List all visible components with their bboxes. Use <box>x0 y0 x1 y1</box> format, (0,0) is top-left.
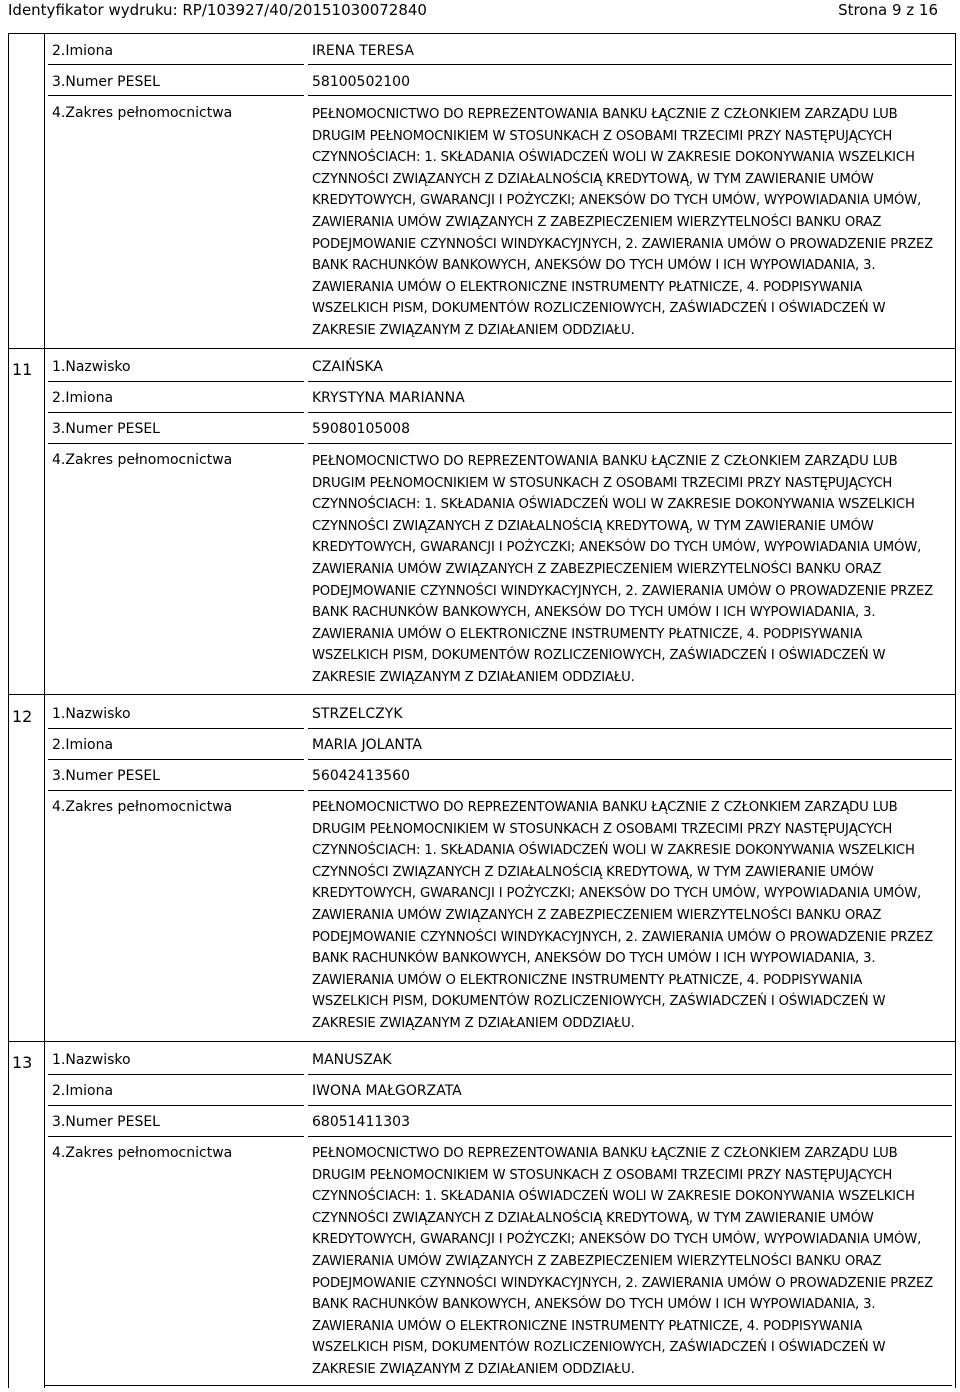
table-bottom-edge <box>44 1385 952 1386</box>
field-divider <box>308 1105 952 1106</box>
scope-line: DRUGIM PEŁNOMOCNIKIEM W STOSUNKACH Z OSOBAMI TRZECIMI PRZY NASTĘPUJĄCYCH <box>312 821 893 837</box>
scope-line: WSZELKICH PISM, DOKUMENTÓW ROZLICZENIOWYCH, ZAŚWIADCZEŃ I OŚWIADCZEŃ W <box>312 301 886 317</box>
scope-value <box>312 104 952 342</box>
scope-line: DRUGIM PEŁNOMOCNIKIEM W STOSUNKACH Z OSOBAMI TRZECIMI PRZY NASTĘPUJĄCYCH <box>312 1167 893 1183</box>
scope-line: ZAKRESIE ZWIĄZANYM Z DZIAŁANIEM ODDZIAŁU. <box>312 669 635 685</box>
scope-value <box>312 797 952 1035</box>
field-divider <box>48 1136 304 1137</box>
scope-line: ZAKRESIE ZWIĄZANYM Z DZIAŁANIEM ODDZIAŁU. <box>312 1361 635 1377</box>
print-header <box>0 0 960 24</box>
scope-line: KREDYTOWYCH, GWARANCJI I POŻYCZKI; ANEKSÓW DO TYCH UMÓW, WYPOWIADANIA UMÓW, <box>312 540 922 556</box>
scope-line: ZAKRESIE ZWIĄZANYM Z DZIAŁANIEM ODDZIAŁU. <box>312 1015 635 1031</box>
scope-line: WSZELKICH PISM, DOKUMENTÓW ROZLICZENIOWYCH, ZAŚWIADCZEŃ I OŚWIADCZEŃ W <box>312 994 886 1010</box>
record-separator <box>8 348 956 349</box>
scope-line: PODEJMOWANIE CZYNNOŚCI WINDYKACYJNYCH, 2. ZAWIERANIA UMÓW O PROWADZENIE PRZEZ <box>312 1275 934 1291</box>
scope-line: DRUGIM PEŁNOMOCNIKIEM W STOSUNKACH Z OSOBAMI TRZECIMI PRZY NASTĘPUJĄCYCH <box>312 128 893 144</box>
surname-value: MANUSZAK <box>312 1052 392 1068</box>
scope-line: KREDYTOWYCH, GWARANCJI I POŻYCZKI; ANEKSÓW DO TYCH UMÓW, WYPOWIADANIA UMÓW, <box>312 886 922 902</box>
scope-line: PEŁNOMOCNICTWO DO REPREZENTOWANIA BANKU ŁĄCZNIE Z CZŁONKIEM ZARZĄDU LUB <box>312 107 898 122</box>
pesel-value: 68051411303 <box>312 1114 410 1130</box>
field-divider <box>48 759 304 760</box>
field-divider <box>48 1105 304 1106</box>
given-names-label: 2.Imiona <box>52 43 114 59</box>
scope-line: BANK RACHUNKÓW BANKOWYCH, ANEKSÓW DO TYCH UMÓW I ICH WYPOWIADANIA, 3. <box>312 605 876 621</box>
field-divider <box>308 1136 952 1137</box>
scope-line: ZAWIERANIA UMÓW ZWIĄZANYCH Z ZABEZPIECZENIEM WIERZYTELNOŚCI BANKU ORAZ <box>312 214 882 230</box>
given-names-value: KRYSTYNA MARIANNA <box>312 390 465 406</box>
field-divider <box>308 443 952 444</box>
scope-line: CZYNNOŚCI ZWIĄZANYCH Z DZIAŁALNOŚCIĄ KREDYTOWĄ, W TYM ZAWIERANIE UMÓW <box>312 1210 874 1226</box>
surname-label: 1.Nazwisko <box>52 359 131 375</box>
scope-line: PODEJMOWANIE CZYNNOŚCI WINDYKACYJNYCH, 2. ZAWIERANIA UMÓW O PROWADZENIE PRZEZ <box>312 583 934 599</box>
number-column-divider <box>44 694 45 1041</box>
scope-line: ZAWIERANIA UMÓW O ELEKTRONICZNE INSTRUMENTY PŁATNICZE, 4. PODPISYWANIA <box>312 972 863 988</box>
field-divider <box>308 728 952 729</box>
scope-line: ZAWIERANIA UMÓW O ELEKTRONICZNE INSTRUMENTY PŁATNICZE, 4. PODPISYWANIA <box>312 1318 863 1334</box>
scope-line: PODEJMOWANIE CZYNNOŚCI WINDYKACYJNYCH, 2. ZAWIERANIA UMÓW O PROWADZENIE PRZEZ <box>312 929 934 945</box>
scope-line: DRUGIM PEŁNOMOCNIKIEM W STOSUNKACH Z OSOBAMI TRZECIMI PRZY NASTĘPUJĄCYCH <box>312 475 893 491</box>
given-names-value: IWONA MAŁGORZATA <box>312 1083 462 1099</box>
scope-line: WSZELKICH PISM, DOKUMENTÓW ROZLICZENIOWYCH, ZAŚWIADCZEŃ I OŚWIADCZEŃ W <box>312 648 886 664</box>
number-column-divider <box>44 348 45 694</box>
surname-value: CZAIŃSKA <box>312 359 383 375</box>
given-names-value: IRENA TERESA <box>312 43 414 59</box>
scope-line: CZYNNOŚCI ZWIĄZANYCH Z DZIAŁALNOŚCIĄ KREDYTOWĄ, W TYM ZAWIERANIE UMÓW <box>312 518 874 534</box>
scope-value <box>312 451 952 689</box>
scope-label: 4.Zakres pełnomocnictwa <box>52 799 233 815</box>
pesel-value: 56042413560 <box>312 768 410 784</box>
scope-line: BANK RACHUNKÓW BANKOWYCH, ANEKSÓW DO TYCH UMÓW I ICH WYPOWIADANIA, 3. <box>312 1297 876 1313</box>
page-number: Strona 9 z 16 <box>838 1 938 19</box>
scope-line: CZYNNOŚCI ZWIĄZANYCH Z DZIAŁALNOŚCIĄ KREDYTOWĄ, W TYM ZAWIERANIE UMÓW <box>312 864 874 880</box>
scope-line: CZYNNOŚCIACH: 1. SKŁADANIA OŚWIADCZEŃ WOLI W ZAKRESIE DOKONYWANIA WSZELKICH <box>312 1189 915 1205</box>
scope-line: CZYNNOŚCIACH: 1. SKŁADANIA OŚWIADCZEŃ WOLI W ZAKRESIE DOKONYWANIA WSZELKICH <box>312 150 915 166</box>
record-number: 11 <box>12 360 33 379</box>
given-names-label: 2.Imiona <box>52 737 114 753</box>
number-column-divider <box>44 33 45 348</box>
pesel-value: 59080105008 <box>312 421 410 437</box>
scope-line: PEŁNOMOCNICTWO DO REPREZENTOWANIA BANKU ŁĄCZNIE Z CZŁONKIEM ZARZĄDU LUB <box>312 800 898 815</box>
pesel-label: 3.Numer PESEL <box>52 74 160 90</box>
scope-line: ZAWIERANIA UMÓW O ELEKTRONICZNE INSTRUMENTY PŁATNICZE, 4. PODPISYWANIA <box>312 279 863 295</box>
scope-line: CZYNNOŚCIACH: 1. SKŁADANIA OŚWIADCZEŃ WOLI W ZAKRESIE DOKONYWANIA WSZELKICH <box>312 843 915 859</box>
scope-line: BANK RACHUNKÓW BANKOWYCH, ANEKSÓW DO TYCH UMÓW I ICH WYPOWIADANIA, 3. <box>312 258 876 274</box>
field-divider <box>308 95 952 96</box>
scope-line: WSZELKICH PISM, DOKUMENTÓW ROZLICZENIOWYCH, ZAŚWIADCZEŃ I OŚWIADCZEŃ W <box>312 1340 886 1356</box>
field-divider <box>308 759 952 760</box>
field-divider <box>308 381 952 382</box>
pesel-label: 3.Numer PESEL <box>52 768 160 784</box>
given-names-value: MARIA JOLANTA <box>312 737 422 753</box>
field-divider <box>308 64 952 65</box>
field-divider <box>48 790 304 791</box>
pesel-value: 58100502100 <box>312 74 410 90</box>
surname-label: 1.Nazwisko <box>52 706 131 722</box>
scope-line: ZAWIERANIA UMÓW ZWIĄZANYCH Z ZABEZPIECZENIEM WIERZYTELNOŚCI BANKU ORAZ <box>312 561 882 577</box>
scope-line: PEŁNOMOCNICTWO DO REPREZENTOWANIA BANKU ŁĄCZNIE Z CZŁONKIEM ZARZĄDU LUB <box>312 1146 898 1161</box>
table-top-border <box>8 33 956 34</box>
scope-line: ZAWIERANIA UMÓW ZWIĄZANYCH Z ZABEZPIECZENIEM WIERZYTELNOŚCI BANKU ORAZ <box>312 907 882 923</box>
surname-value: STRZELCZYK <box>312 706 403 722</box>
field-divider <box>48 64 304 65</box>
scope-line: ZAWIERANIA UMÓW ZWIĄZANYCH Z ZABEZPIECZENIEM WIERZYTELNOŚCI BANKU ORAZ <box>312 1253 882 1269</box>
field-divider <box>48 1074 304 1075</box>
scope-line: PODEJMOWANIE CZYNNOŚCI WINDYKACYJNYCH, 2. ZAWIERANIA UMÓW O PROWADZENIE PRZEZ <box>312 236 934 252</box>
scope-line: ZAWIERANIA UMÓW O ELEKTRONICZNE INSTRUMENTY PŁATNICZE, 4. PODPISYWANIA <box>312 626 863 642</box>
record-number: 13 <box>12 1053 33 1072</box>
scope-line: BANK RACHUNKÓW BANKOWYCH, ANEKSÓW DO TYCH UMÓW I ICH WYPOWIADANIA, 3. <box>312 951 876 967</box>
scope-line: KREDYTOWYCH, GWARANCJI I POŻYCZKI; ANEKSÓW DO TYCH UMÓW, WYPOWIADANIA UMÓW, <box>312 193 922 209</box>
pesel-label: 3.Numer PESEL <box>52 1114 160 1130</box>
scope-label: 4.Zakres pełnomocnictwa <box>52 1145 233 1161</box>
given-names-label: 2.Imiona <box>52 1083 114 1099</box>
number-column-divider <box>44 1041 45 1388</box>
scope-line: CZYNNOŚCI ZWIĄZANYCH Z DZIAŁALNOŚCIĄ KREDYTOWĄ, W TYM ZAWIERANIE UMÓW <box>312 171 874 187</box>
scope-value <box>312 1143 952 1381</box>
scope-label: 4.Zakres pełnomocnictwa <box>52 452 233 468</box>
pesel-label: 3.Numer PESEL <box>52 421 160 437</box>
record-number: 12 <box>12 707 33 726</box>
scope-line: KREDYTOWYCH, GWARANCJI I POŻYCZKI; ANEKSÓW DO TYCH UMÓW, WYPOWIADANIA UMÓW, <box>312 1232 922 1248</box>
field-divider <box>308 1074 952 1075</box>
field-divider <box>48 443 304 444</box>
scope-line: ZAKRESIE ZWIĄZANYM Z DZIAŁANIEM ODDZIAŁU. <box>312 322 635 338</box>
surname-label: 1.Nazwisko <box>52 1052 131 1068</box>
field-divider <box>308 790 952 791</box>
field-divider <box>48 728 304 729</box>
scope-line: CZYNNOŚCIACH: 1. SKŁADANIA OŚWIADCZEŃ WOLI W ZAKRESIE DOKONYWANIA WSZELKICH <box>312 497 915 513</box>
field-divider <box>48 381 304 382</box>
record-separator <box>8 1041 956 1042</box>
print-identifier: Identyfikator wydruku: RP/103927/40/20151030072840 <box>8 1 427 19</box>
scope-label: 4.Zakres pełnomocnictwa <box>52 105 233 121</box>
field-divider <box>48 95 304 96</box>
given-names-label: 2.Imiona <box>52 390 114 406</box>
field-divider <box>48 412 304 413</box>
scope-line: PEŁNOMOCNICTWO DO REPREZENTOWANIA BANKU ŁĄCZNIE Z CZŁONKIEM ZARZĄDU LUB <box>312 454 898 469</box>
record-separator <box>8 694 956 695</box>
field-divider <box>308 412 952 413</box>
